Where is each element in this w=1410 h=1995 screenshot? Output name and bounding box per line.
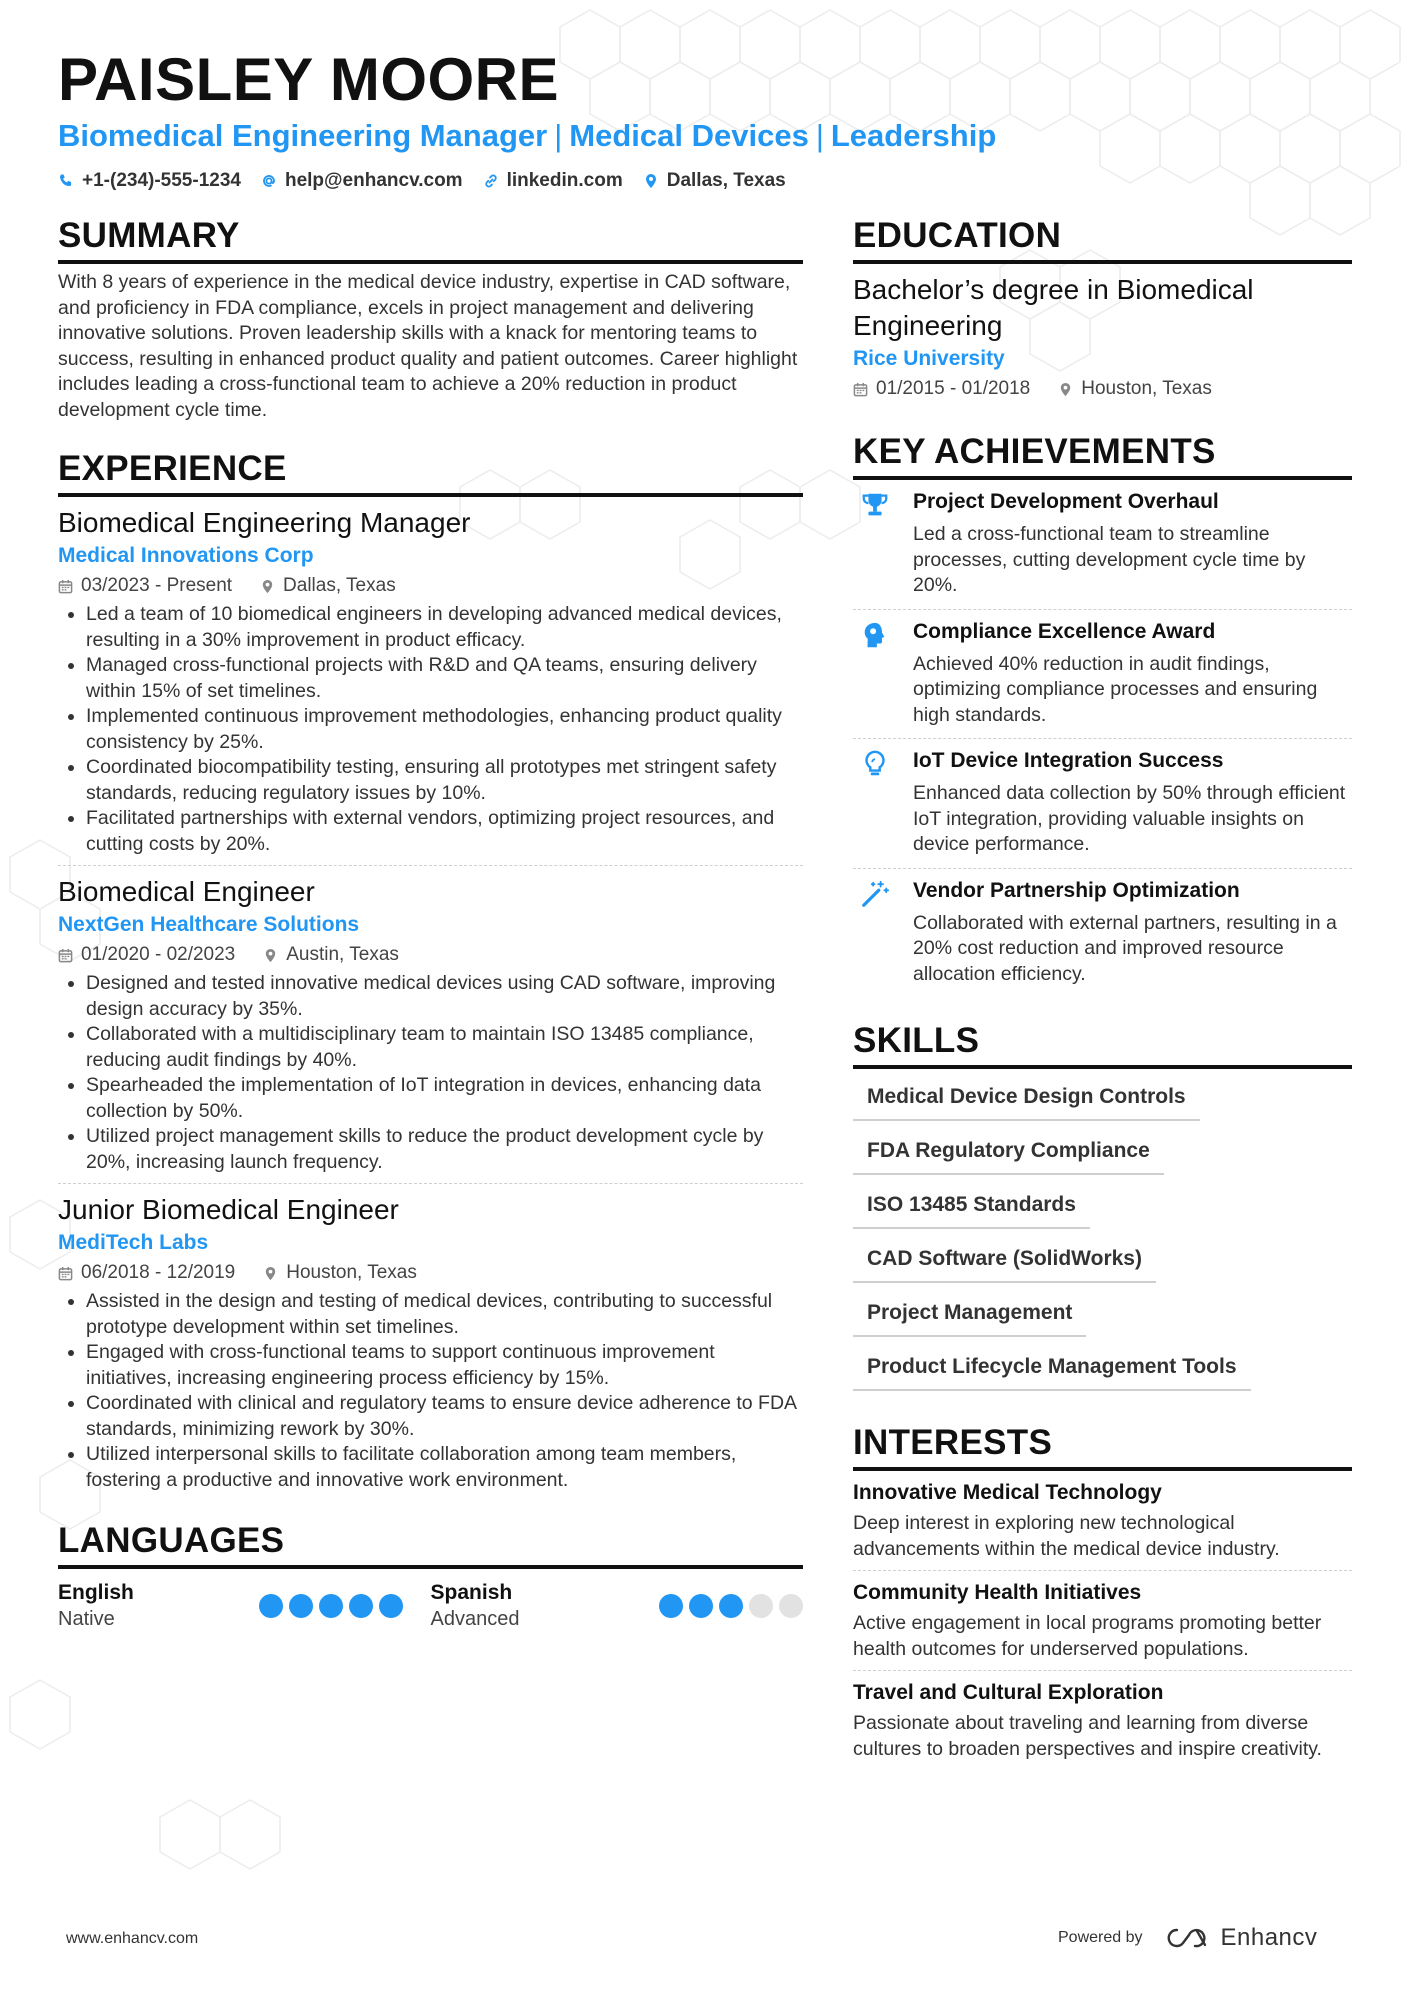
job-meta (58, 1260, 803, 1286)
interest-item (853, 1671, 1352, 1770)
headline-separator: | (815, 118, 824, 153)
footer-branding (1058, 1924, 1317, 1952)
job-dates-text: 06/2018 - 12/2019 (81, 1262, 236, 1283)
skill-tag: Project Management (853, 1293, 1086, 1337)
calendar-icon (58, 948, 73, 963)
experience-section (58, 447, 803, 1493)
job-bullet: • Coordinated with clinical and regulatory teams to ensure device adherence to FDA standards, minimizing rework by 30%. (86, 1391, 803, 1442)
contact-phone[interactable] (58, 168, 241, 194)
rating-dot-filled (319, 1594, 343, 1618)
job-location (263, 942, 399, 968)
interest-title: Travel and Cultural Exploration (853, 1681, 1164, 1704)
contact-linkedin[interactable] (483, 168, 623, 194)
interests-title: INTERESTS (853, 1421, 1352, 1471)
job-title: Biomedical Engineering Manager (58, 507, 471, 538)
job-bullet: • Utilized interpersonal skills to facilitate collaboration among team members, fostering a productive and innovative work environment. (86, 1442, 803, 1493)
job-dates-text: 01/2020 - 02/2023 (81, 944, 236, 965)
contact-info (58, 168, 786, 194)
brand-name: Enhancv (1220, 1924, 1318, 1951)
candidate-name: PAISLEY MOORE (58, 46, 560, 113)
job-bullet: • Collaborated with a multidisciplinary team to maintain ISO 13485 compliance, reducing audit findings by 40%. (86, 1022, 803, 1073)
job-bullet: • Managed cross-functional projects with R&D and QA teams, ensuring delivery within 15% of set timelines. (86, 653, 803, 704)
experience-title: EXPERIENCE (58, 447, 803, 497)
location-text: Dallas, Texas (666, 170, 786, 191)
job-location (260, 573, 396, 599)
skill-tag: Product Lifecycle Management Tools (853, 1347, 1251, 1391)
location-icon (643, 173, 659, 189)
job-dates (58, 573, 232, 599)
achievement-item (853, 739, 1352, 869)
interest-title: Innovative Medical Technology (853, 1481, 1162, 1504)
calendar-icon (58, 1266, 73, 1281)
job-bullet: • Utilized project management skills to reduce the product development cycle by 20%, increasing launch frequency. (86, 1124, 803, 1175)
rating-dot-empty (779, 1594, 803, 1618)
headline (58, 116, 996, 156)
skill-tag: CAD Software (SolidWorks) (853, 1239, 1156, 1283)
contact-email[interactable] (261, 168, 463, 194)
trophy-icon (860, 490, 890, 520)
achievement-item (853, 480, 1352, 610)
achievement-title: Vendor Partnership Optimization (913, 878, 1240, 902)
headline-focus: Leadership (830, 118, 997, 153)
job-company: MediTech Labs (58, 1231, 209, 1254)
achievements-title: KEY ACHIEVEMENTS (853, 430, 1352, 480)
education-dates (853, 376, 1030, 402)
calendar-icon (853, 382, 868, 397)
divider (58, 865, 803, 866)
rating-dot-filled (259, 1594, 283, 1618)
language-name: Spanish (430, 1581, 513, 1604)
job-location-text: Houston, Texas (286, 1262, 417, 1283)
head-brain-icon (860, 620, 890, 650)
education-dates-text: 01/2015 - 01/2018 (876, 378, 1031, 399)
language-rating (659, 1594, 803, 1618)
rating-dot-empty (749, 1594, 773, 1618)
contact-location (643, 168, 786, 194)
achievement-desc: Collaborated with external partners, resulting in a 20% cost reduction and improved resource allocation efficiency. (913, 911, 1337, 985)
job-bullet: • Engaged with cross-functional teams to support continuous improvement initiatives, increasing engineering process efficiency by 15%. (86, 1340, 803, 1391)
job-bullets (58, 1289, 803, 1493)
location-icon (1058, 382, 1073, 397)
job-bullet: • Assisted in the design and testing of medical devices, contributing to successful prototype development within set timelines. (86, 1289, 803, 1340)
calendar-icon (58, 579, 73, 594)
location-icon (263, 948, 278, 963)
language-item (431, 1579, 803, 1633)
education-title: EDUCATION (853, 214, 1352, 264)
job-bullets (58, 602, 803, 857)
job-dates (58, 1260, 235, 1286)
job-bullet: • Coordinated biocompatibility testing, ensuring all prototypes met stringent safety standards, reducing regulatory issues by 10%. (86, 755, 803, 806)
job-title: Junior Biomedical Engineer (58, 1194, 399, 1225)
education-location (1058, 376, 1212, 402)
job-company: Medical Innovations Corp (58, 544, 314, 567)
skill-tag: ISO 13485 Standards (853, 1185, 1090, 1229)
interest-title: Community Health Initiatives (853, 1581, 1142, 1604)
job-location-text: Austin, Texas (286, 944, 399, 965)
achievement-title: Project Development Overhaul (913, 490, 1219, 513)
interest-desc: Deep interest in exploring new technological advancements within the medical device industry. (853, 1512, 1280, 1560)
achievements-section (853, 430, 1352, 997)
summary-section (58, 214, 803, 423)
rating-dot-filled (659, 1594, 683, 1618)
job-entry (58, 505, 803, 866)
summary-title: SUMMARY (58, 214, 803, 264)
job-entry (58, 874, 803, 1184)
job-bullets (58, 971, 803, 1175)
headline-industry: Medical Devices (569, 118, 809, 153)
headline-separator: | (554, 118, 563, 153)
interest-item (853, 1471, 1352, 1571)
job-bullet: • Led a team of 10 biomedical engineers in developing advanced medical devices, resulting in a 30% improvement in product efficacy. (86, 602, 803, 653)
skills-section (853, 1019, 1352, 1401)
education-degree: Bachelor’s degree in Biomedical Engineering (853, 274, 1254, 341)
job-bullet: • Spearheaded the implementation of IoT integration in devices, enhancing data collection by 50%. (86, 1073, 803, 1124)
job-company: NextGen Healthcare Solutions (58, 913, 360, 936)
job-meta (58, 573, 803, 599)
job-title: Biomedical Engineer (58, 876, 315, 907)
achievement-desc: Enhanced data collection by 50% through efficient IoT integration, providing valuable insights on device performance. (913, 782, 1346, 855)
interest-desc: Passionate about traveling and learning from diverse cultures to broaden perspectives and inspire creativity. (853, 1712, 1322, 1760)
email-text: help@enhancv.com (284, 170, 463, 191)
achievement-item (853, 869, 1352, 998)
rating-dot-filled (289, 1594, 313, 1618)
language-level: Native (58, 1608, 115, 1630)
rating-dot-filled (689, 1594, 713, 1618)
achievement-desc: Led a cross-functional team to streamline processes, cutting development cycle time by 20%. (913, 523, 1306, 596)
language-level: Advanced (430, 1608, 520, 1630)
achievement-title: Compliance Excellence Award (913, 619, 1216, 643)
interest-desc: Active engagement in local programs promoting better health outcomes for underserved populations. (853, 1612, 1322, 1660)
headline-role: Biomedical Engineering Manager (58, 118, 548, 153)
language-rating (259, 1594, 403, 1618)
interests-section (853, 1421, 1352, 1770)
phone-icon (58, 173, 74, 189)
powered-by-text: Powered by (1058, 1929, 1143, 1946)
link-icon (483, 173, 499, 189)
job-bullet: • Implemented continuous improvement methodologies, enhancing product quality consistency by 25%. (86, 704, 803, 755)
skills-title: SKILLS (853, 1019, 1352, 1069)
languages-list (58, 1579, 803, 1633)
enhancv-logo-icon (1165, 1926, 1211, 1950)
achievement-item (853, 610, 1352, 740)
summary-text: With 8 years of experience in the medical device industry, expertise in CAD software, and proficiency in FDA compliance, excels in project management and delivering innovative solutions. Proven leadership skills with a knack for mentoring teams to success, resulting in enhanced product quality and patient outcomes. Career highlight includes leading a cross-functional team to achieve a 20% reduction in product development cycle time. (58, 271, 798, 421)
language-name: English (58, 1581, 134, 1604)
education-location-text: Houston, Texas (1081, 378, 1212, 399)
job-bullet: • Designed and tested innovative medical devices using CAD software, improving design accuracy by 35%. (86, 971, 803, 1022)
achievement-title: IoT Device Integration Success (913, 749, 1224, 772)
lightbulb-icon (860, 749, 890, 779)
languages-title: LANGUAGES (58, 1519, 803, 1569)
magic-wand-icon (860, 879, 890, 909)
rating-dot-filled (379, 1594, 403, 1618)
linkedin-text: linkedin.com (506, 170, 623, 191)
location-icon (260, 579, 275, 594)
education-section (853, 214, 1352, 402)
footer-website[interactable]: www.enhancv.com (66, 1930, 199, 1947)
job-location (263, 1260, 417, 1286)
right-column (853, 214, 1352, 1770)
skills-list (853, 1077, 1352, 1401)
skill-tag: Medical Device Design Controls (853, 1077, 1200, 1121)
location-icon (263, 1266, 278, 1281)
language-item (58, 1579, 431, 1633)
job-dates-text: 03/2023 - Present (81, 575, 233, 596)
enhancv-logo[interactable] (1165, 1924, 1318, 1952)
interest-item (853, 1571, 1352, 1671)
job-location-text: Dallas, Texas (283, 575, 396, 596)
skill-tag: FDA Regulatory Compliance (853, 1131, 1164, 1175)
achievement-desc: Achieved 40% reduction in audit findings, optimizing compliance processes and ensuring high standards. (913, 652, 1318, 726)
rating-dot-filled (349, 1594, 373, 1618)
job-bullet: • Facilitated partnerships with external vendors, optimizing project resources, and cutting costs by 20%. (86, 806, 803, 857)
job-meta (58, 942, 803, 968)
left-column (58, 214, 803, 1633)
rating-dot-filled (719, 1594, 743, 1618)
at-icon (261, 173, 277, 189)
languages-section (58, 1519, 803, 1633)
job-entry (58, 1192, 803, 1493)
divider (58, 1183, 803, 1184)
phone-text: +1-(234)-555-1234 (82, 170, 241, 191)
education-meta (853, 376, 1352, 402)
job-dates (58, 942, 235, 968)
education-school: Rice University (853, 347, 1005, 370)
